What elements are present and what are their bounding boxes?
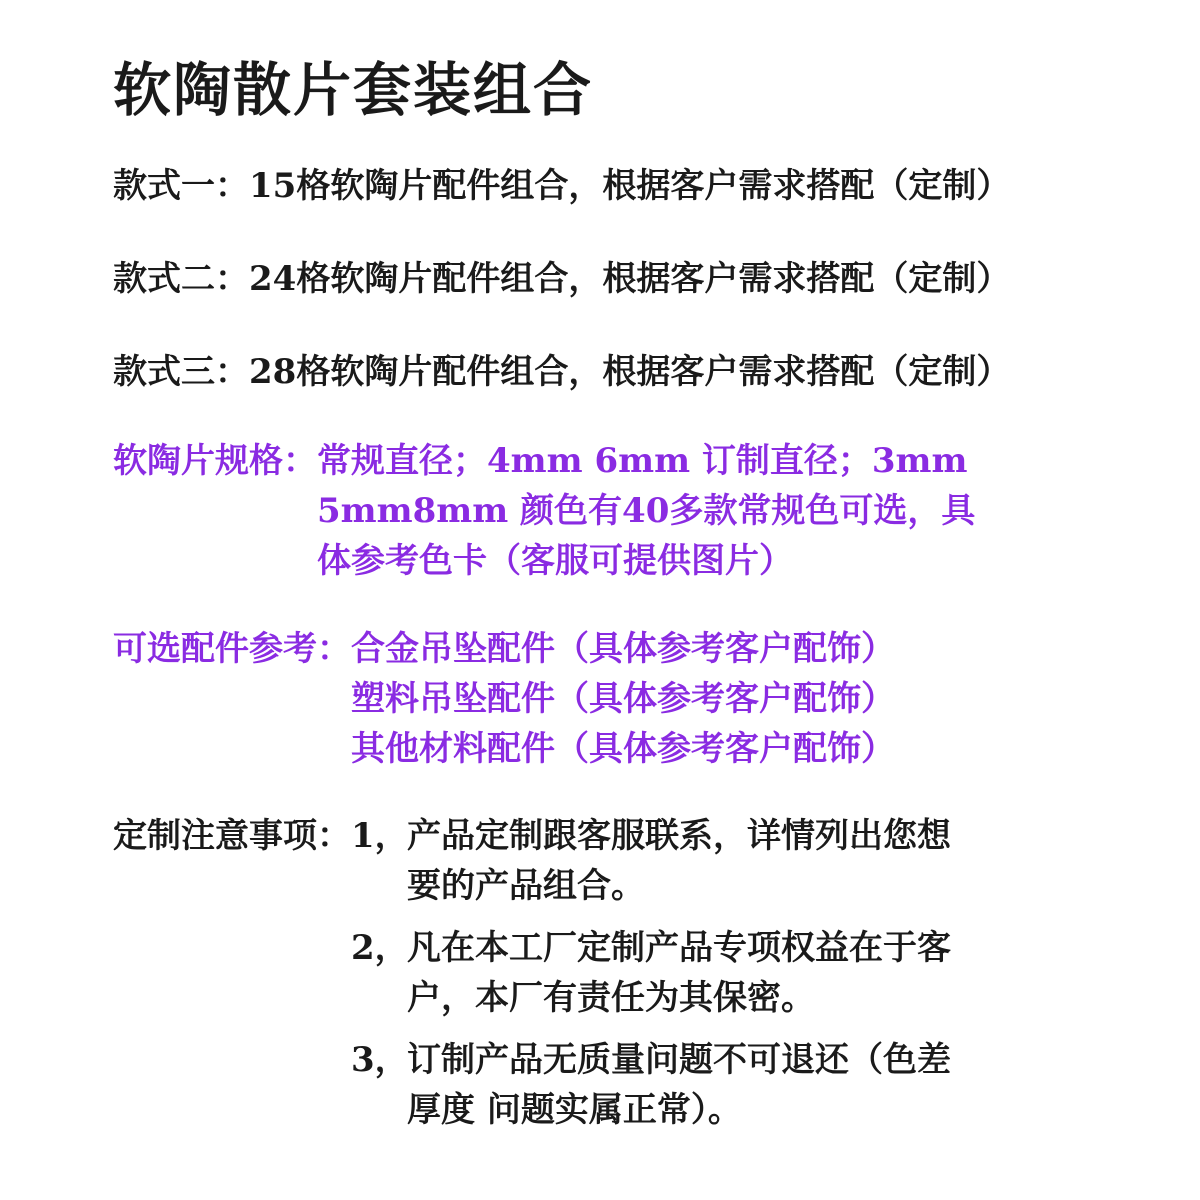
note-text: 订制产品无质量问题不可退还（色差厚度 问题实属正常）。 [407, 1040, 951, 1130]
spec-text: 常规直径；4mm 6mm 订制直径；3mm 5mm8mm 颜色有40多款常规色可选，具体参考色卡（客服可提供图片） [317, 441, 976, 581]
style-option-1: 款式一：15格软陶片配件组合，根据客户需求搭配（定制） [113, 166, 1011, 206]
accessories-list [351, 624, 895, 774]
note-text: 凡在本工厂定制产品专项权益在于客户，本厂有责任为其保密。 [407, 928, 951, 1018]
note-number: 3， [351, 1040, 409, 1080]
page-title: 软陶散片套装组合 [113, 56, 594, 124]
note-item [351, 923, 967, 1023]
notes-list [351, 811, 967, 1147]
accessory-item: 合金吊坠配件（具体参考客户配饰） [351, 629, 895, 669]
accessories-label: 可选配件参考： [113, 629, 351, 669]
notes-label: 定制注意事项： [113, 816, 351, 856]
notes-section [113, 811, 967, 1147]
style-option-3: 款式三：28格软陶片配件组合，根据客户需求搭配（定制） [113, 352, 1011, 392]
note-item [351, 811, 967, 911]
spec-section [113, 436, 997, 586]
note-item [351, 1035, 967, 1135]
note-number: 2， [351, 928, 409, 968]
spec-label: 软陶片规格： [113, 441, 317, 481]
accessory-item: 塑料吊坠配件（具体参考客户配饰） [351, 679, 895, 719]
accessory-item: 其他材料配件（具体参考客户配饰） [351, 729, 895, 769]
note-text: 产品定制跟客服联系，详情列出您想要的产品组合。 [407, 816, 951, 906]
note-number: 1， [351, 816, 409, 856]
accessories-section [113, 624, 895, 774]
style-option-2: 款式二：24格软陶片配件组合，根据客户需求搭配（定制） [113, 259, 1011, 299]
